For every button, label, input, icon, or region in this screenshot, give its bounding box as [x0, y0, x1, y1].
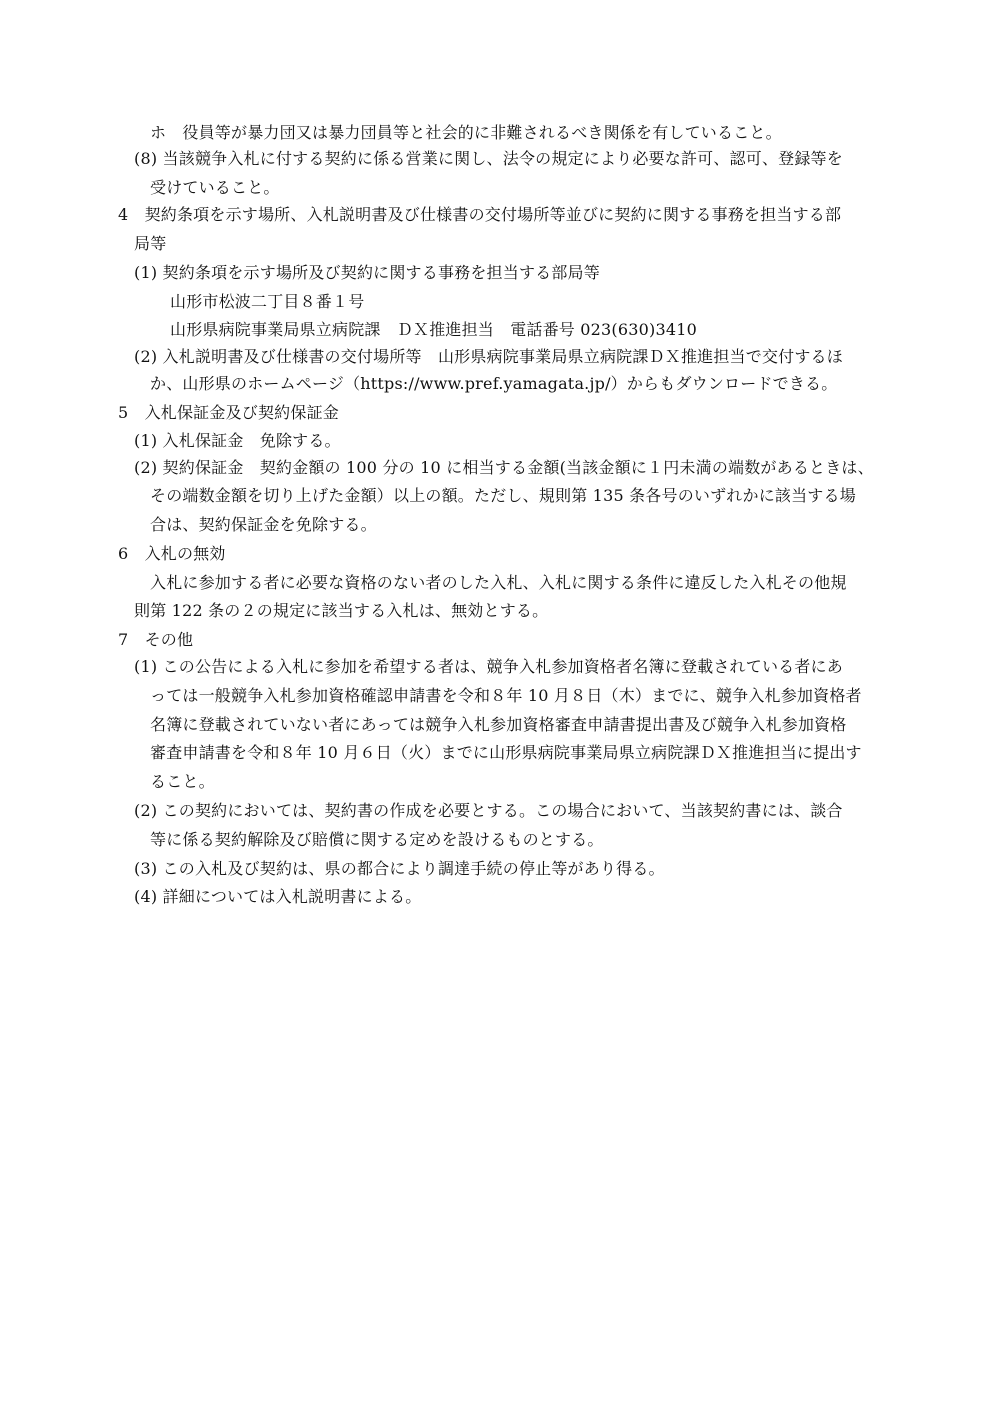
section-5-item-1: (1) 入札保証金 免除する。	[134, 431, 341, 450]
section-4-item-2-continuation: か、山形県のホームページ（https://www.pref.yamagata.jp/）からもダウンロードできる。	[150, 374, 838, 393]
item-ho-text: ホ 役員等が暴力団又は暴力団員等と社会的に非難されるべき関係を有していること。	[150, 123, 782, 142]
address-line: 山形市松波二丁目８番１号	[170, 292, 365, 311]
item-8-continuation: 受けていること。	[150, 178, 280, 197]
section-7-item-1-continuation-4: ること。	[150, 772, 215, 791]
section-7-item-1-continuation-1: っては一般競争入札参加資格確認申請書を令和８年 10 月８日（木）までに、競争入札参加資格者	[150, 686, 862, 705]
section-4-item-1: (1) 契約条項を示す場所及び契約に関する事務を担当する部局等	[134, 263, 600, 282]
section-6-heading: 6 入札の無効	[118, 544, 226, 563]
section-5-item-2: (2) 契約保証金 契約金額の 100 分の 10 に相当する金額(当該金額に１円未満の端数があるときは、	[134, 458, 874, 477]
section-4-heading: 4 契約条項を示す場所、入札説明書及び仕様書の交付場所等並びに契約に関する事務を担当する部	[118, 205, 842, 224]
section-5-heading: 5 入札保証金及び契約保証金	[118, 403, 339, 422]
section-5-item-2-continuation-2: 合は、契約保証金を免除する。	[150, 515, 377, 534]
section-4-item-2: (2) 入札説明書及び仕様書の交付場所等 山形県病院事業局県立病院課ＤＸ推進担当で交付するほ	[134, 347, 843, 366]
section-4-heading-continuation: 局等	[134, 234, 167, 253]
section-7-item-3: (3) この入札及び契約は、県の都合により調達手続の停止等があり得る。	[134, 859, 665, 878]
section-7-item-2-continuation: 等に係る契約解除及び賠償に関する定めを設けるものとする。	[150, 830, 604, 849]
section-7-item-4: (4) 詳細については入札説明書による。	[134, 887, 422, 906]
contact-line: 山形県病院事業局県立病院課 ＤＸ推進担当 電話番号 023(630)3410	[170, 320, 697, 339]
section-7-item-1: (1) この公告による入札に参加を希望する者は、競争入札参加資格者名簿に登載されている者にあ	[134, 657, 843, 676]
section-5-item-2-continuation-1: その端数金額を切り上げた金額）以上の額。ただし、規則第 135 条各号のいずれかに該当する場	[150, 486, 856, 505]
section-6-body-2: 則第 122 条の２の規定に該当する入札は、無効とする。	[134, 601, 549, 620]
section-6-body-1: 入札に参加する者に必要な資格のない者のした入札、入札に関する条件に違反した入札その他規	[150, 573, 847, 592]
item-8-text: (8) 当該競争入札に付する契約に係る営業に関し、法令の規定により必要な許可、認可、登録等を	[134, 149, 843, 168]
section-7-item-1-continuation-2: 名簿に登載されていない者にあっては競争入札参加資格審査申請書提出書及び競争入札参加資格	[150, 715, 847, 734]
section-7-item-1-continuation-3: 審査申請書を令和８年 10 月６日（火）までに山形県病院事業局県立病院課ＤＸ推進担当に提出す	[150, 743, 862, 762]
section-7-item-2: (2) この契約においては、契約書の作成を必要とする。この場合において、当該契約書には、談合	[134, 801, 843, 820]
section-7-heading: 7 その他	[118, 630, 194, 649]
